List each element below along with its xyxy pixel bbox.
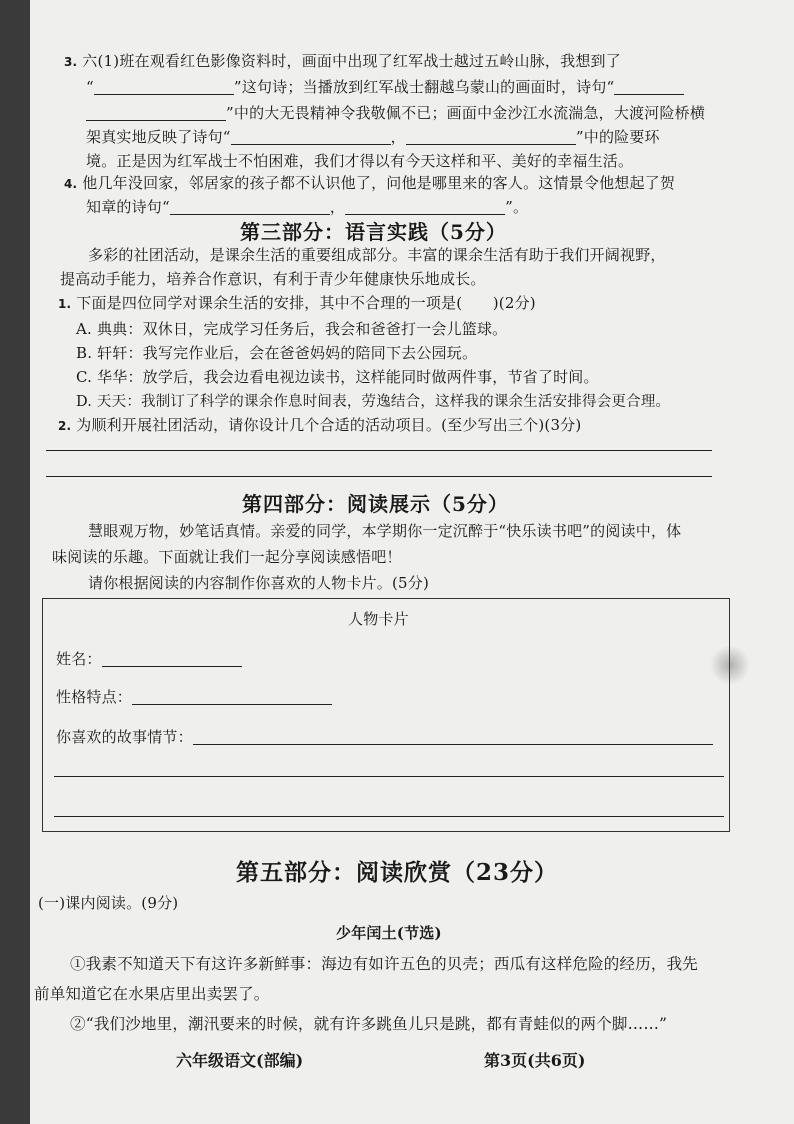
q3-line3 [86,102,705,123]
quote-open: “ [86,78,94,96]
part4-title: 第四部分：阅读展示（5分） [242,492,509,516]
part5-subsection: (一)课内阅读。(9分) [38,894,179,912]
q2-number: 2. [58,419,72,433]
q3-number: 3. [64,55,78,69]
name-label: 姓名： [56,650,102,668]
part3-intro-line1: 多彩的社团活动，是课余生活的重要组成部分。丰富的课余生活有助于我们开阔视野， [88,246,666,264]
passage-title: 少年闰土(节选) [336,924,442,942]
part4-intro-line2: 味阅读的乐趣。下面就让我们一起分享阅读感悟吧！ [52,548,402,566]
story-line[interactable] [54,776,724,777]
passage-para1-line1 [70,952,698,974]
q4-text: 知章的诗句“ [86,198,170,216]
answer-line[interactable] [46,476,712,477]
option-c: C. 华华：放学后，我会边看电视边读书，这样能同时做两件事，节省了时间。 [76,368,599,386]
option-d: D. 天天：我制订了科学的课余作息时间表，劳逸结合，这样我的课余生活安排得会更合理。 [76,394,671,410]
comma: ， [329,198,346,216]
name-row [56,648,242,669]
part5-title: 第五部分：阅读欣赏（23分） [236,859,559,886]
q2-text: 为顺利开展社团活动，请你设计几个合适的活动项目。(至少写出三个)(3分) [76,416,582,434]
answer-blank[interactable] [406,144,576,145]
answer-line[interactable] [46,450,712,451]
q3-text: 六(1)班在观看红色影像资料时，画面中出现了红军战士越过五岭山脉，我想到了 [82,52,621,70]
name-field[interactable] [102,666,242,667]
footer-page-number: 第3页(共6页) [484,1051,586,1070]
passage-para1-line2: 前单知道它在水果店里出卖罢了。 [34,985,270,1003]
answer-blank[interactable] [345,214,505,215]
q3-line4 [86,126,660,147]
comma: ， [390,128,406,146]
trait-label: 性格特点： [56,688,133,706]
exam-page [30,0,794,1124]
q4-line1 [64,172,675,193]
option-a: A. 典典：双休日，完成学习任务后，我会和爸爸打一会儿篮球。 [76,320,508,338]
ink-smudge [710,645,750,685]
q3-text: 架真实地反映了诗句“ [86,128,231,146]
para-text: 我素不知道天下有这许多新鲜事：海边有如许五色的贝壳；西瓜有这样危险的经历，我先 [85,955,699,973]
para-marker: ② [70,1015,86,1033]
story-row [56,726,713,747]
q3-line5: 境。正是因为红军战士不怕困难，我们才得以有今天这样和平、美好的幸福生活。 [86,152,634,170]
part3-q2 [58,414,581,435]
trait-field[interactable] [132,704,332,705]
part4-task: 请你根据阅读的内容制作你喜欢的人物卡片。(5分) [88,574,430,592]
q4-number: 4. [64,177,78,191]
q3-text: ”中的大无畏精神令我敬佩不已；画面中金沙江水流湍急，大渡河险桥横 [226,104,706,122]
q3-text: ”这句诗；当播放到红军战士翻越乌蒙山的画面时，诗句“ [233,78,615,96]
character-card [42,598,730,832]
para-text: “我们沙地里，潮汛要来的时候，就有许多跳鱼儿只是跳，都有青蛙似的两个脚……” [85,1015,668,1033]
story-label: 你喜欢的故事情节： [56,728,193,746]
q4-line2 [86,196,528,217]
answer-blank[interactable] [614,94,684,95]
part4-intro-line1: 慧眼观万物，妙笔话真情。亲爱的同学，本学期你一定沉醉于“快乐读书吧”的阅读中，体 [88,522,682,540]
part3-title: 第三部分：语言实践（5分） [240,220,507,244]
q3-line1 [64,50,621,71]
q3-text: ”中的险要环 [575,128,660,146]
trait-row [56,686,332,707]
part3-intro-line2: 提高动手能力，培养合作意识，有利于青少年健康快乐地成长。 [60,270,486,288]
answer-blank[interactable] [86,120,226,121]
option-b: B. 轩轩：我写完作业后，会在爸爸妈妈的陪同下去公园玩。 [76,344,478,362]
story-field[interactable] [193,744,713,745]
q4-text: ”。 [505,198,529,216]
q4-text: 他几年没回家，邻居家的孩子都不认识他了，问他是哪里来的客人。这情景令他想起了贺 [82,174,676,192]
q3-line2 [86,76,684,97]
answer-blank[interactable] [94,94,234,95]
para-marker: ① [70,955,86,973]
q1-text: 下面是四位同学对课余生活的安排，其中不合理的一项是( )(2分) [76,294,536,312]
part3-q1 [58,292,536,313]
card-title: 人物卡片 [348,610,409,628]
passage-para2-line1 [70,1012,667,1034]
answer-blank[interactable] [170,214,330,215]
q1-number: 1. [58,297,72,311]
footer-subject: 六年级语文(部编) [176,1051,304,1070]
answer-blank[interactable] [231,144,391,145]
story-line[interactable] [54,816,724,817]
